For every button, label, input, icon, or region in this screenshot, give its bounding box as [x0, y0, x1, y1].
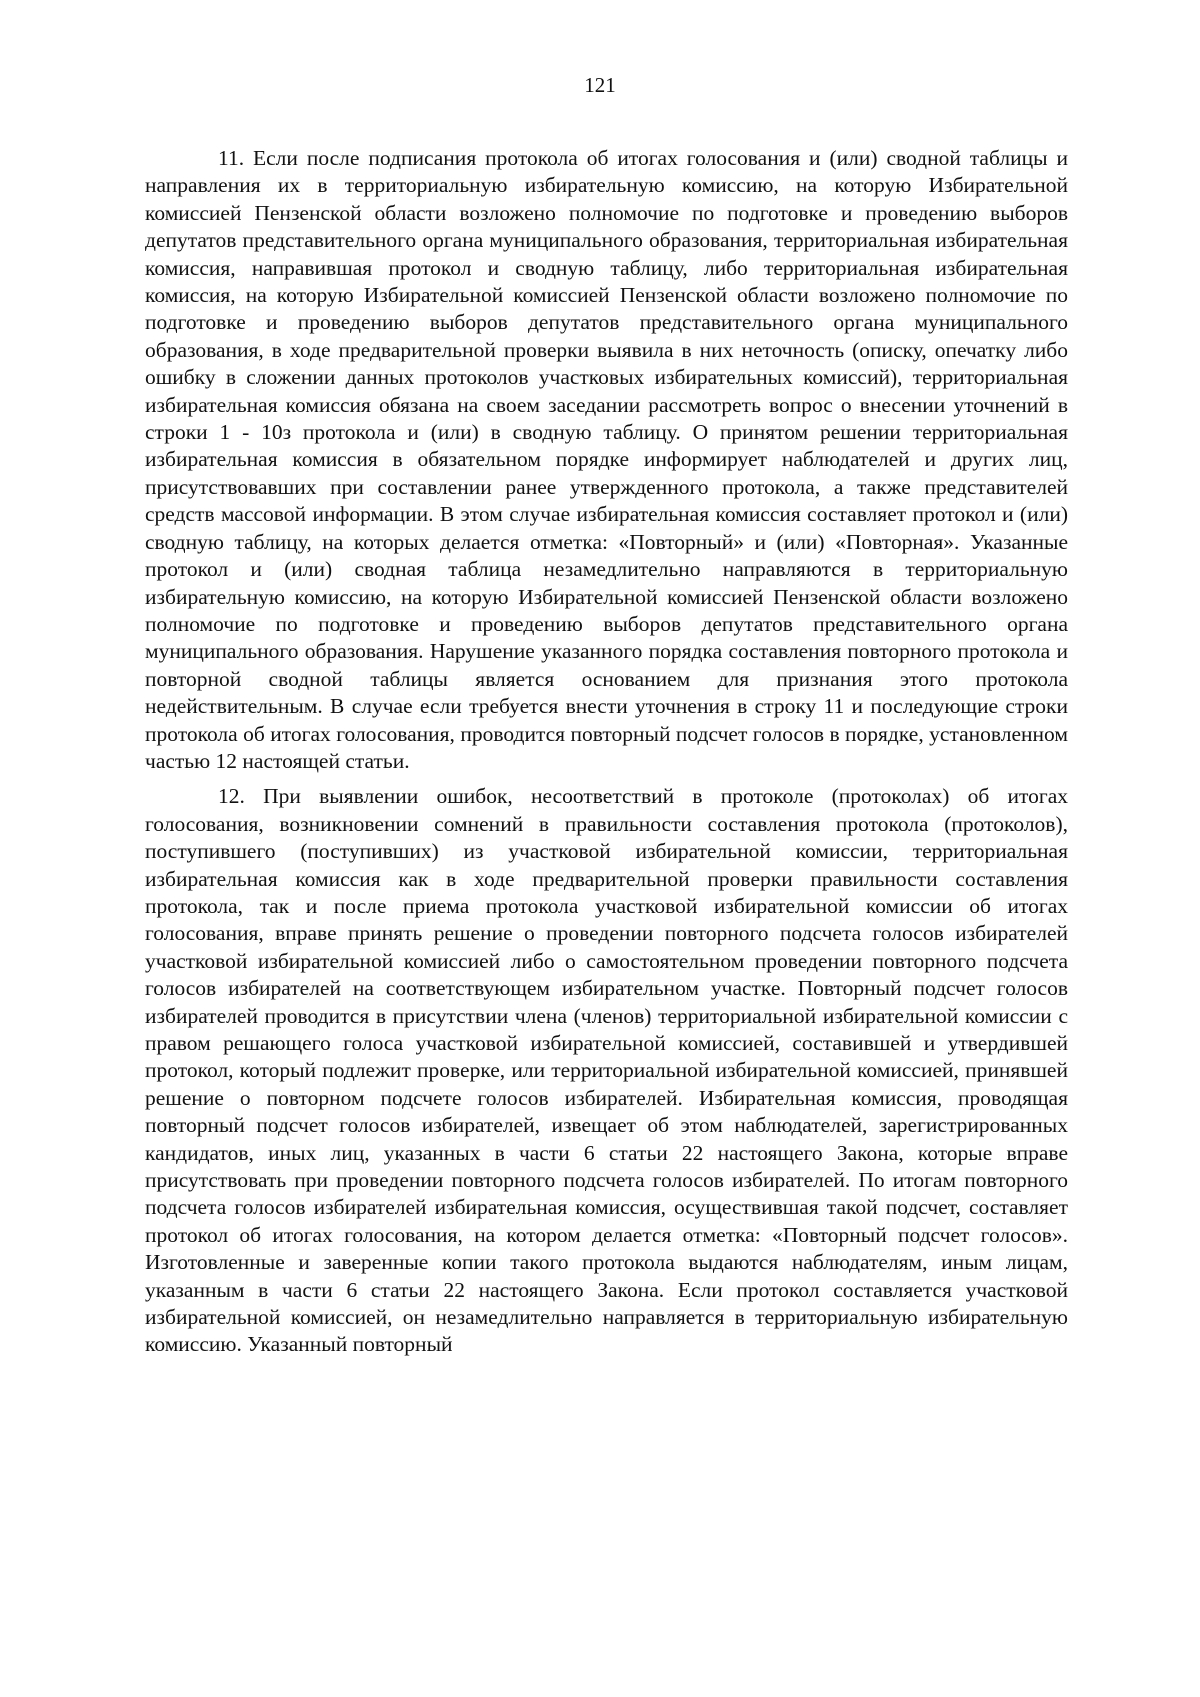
document-body [145, 145, 1068, 1359]
paragraph-11: 11. Если после подписания протокола об итогах голосования и (или) сводной таблицы и направления их в территориальную избирательную комиссию, на которую Избирательной комиссией Пензенской области возложено полномочие по подготовке и проведению выборов депутатов представительного органа муниципального образования, территориальная избирательная комиссия, направившая протокол и сводную таблицу, либо территориальная избирательная комиссия, на которую Избирательной комиссией Пензенской области возложено полномочие по подготовке и проведению выборов депутатов представительного органа муниципального образования, в ходе предварительной проверки выявила в них неточность (описку, опечатку либо ошибку в сложении данных протоколов участковых избирательных комиссий), территориальная избирательная комиссия обязана на своем заседании рассмотреть вопрос о внесении уточнений в строки 1 - 10з протокола и (или) в сводную таблицу. О принятом решении территориальная избирательная комиссия в обязательном порядке информирует наблюдателей и других лиц, присутствовавших при составлении ранее утвержденного протокола, а также представителей средств массовой информации. В этом случае избирательная комиссия составляет протокол и (или) сводную таблицу, на которых делается отметка: «Повторный» и (или) «Повторная». Указанные протокол и (или) сводная таблица незамедлительно направляются в территориальную избирательную комиссию, на которую Избирательной комиссией Пензенской области возложено полномочие по подготовке и проведению выборов депутатов представительного органа муниципального образования. Нарушение указанного порядка составления повторного протокола и повторной сводной таблицы является основанием для признания этого протокола недействительным. В случае если требуется внести уточнения в строку 11 и последующие строки протокола об итогах голосования, проводится повторный подсчет голосов в порядке, установленном частью 12 настоящей статьи. [145, 146, 1068, 773]
paragraph-12: 12. При выявлении ошибок, несоответствий в протоколе (протоколах) об итогах голосования, возникновении сомнений в правильности составления протокола (протоколов), поступившего (поступивших) из участковой избирательной комиссии, территориальная избирательная комиссия как в ходе предварительной проверки правильности составления протокола, так и после приема протокола участковой избирательной комиссии об итогах голосования, вправе принять решение о проведении повторного подсчета голосов избирателей участковой избирательной комиссией либо о самостоятельном проведении повторного подсчета голосов избирателей на соответствующем избирательном участке. Повторный подсчет голосов избирателей проводится в присутствии члена (членов) территориальной избирательной комиссии с правом решающего голоса участковой избирательной комиссией, составившей и утвердившей протокол, который подлежит проверке, или территориальной избирательной комиссией, принявшей решение о повторном подсчете голосов избирателей. Избирательная комиссия, проводящая повторный подсчет голосов избирателей, извещает об этом наблюдателей, зарегистрированных кандидатов, иных лиц, указанных в части 6 статьи 22 настоящего Закона, которые вправе присутствовать при проведении повторного подсчета голосов избирателей. По итогам повторного подсчета голосов избирателей избирательная комиссия, осуществившая такой подсчет, составляет протокол об итогах голосования, на котором делается отметка: «Повторный подсчет голосов». Изготовленные и заверенные копии такого протокола выдаются наблюдателям, иным лицам, указанным в части 6 статьи 22 настоящего Закона. Если протокол составляется участковой избирательной комиссией, он незамедлительно направляется в территориальную избирательную комиссию. Указанный повторный [145, 784, 1068, 1357]
page-number: 121 [584, 73, 616, 97]
